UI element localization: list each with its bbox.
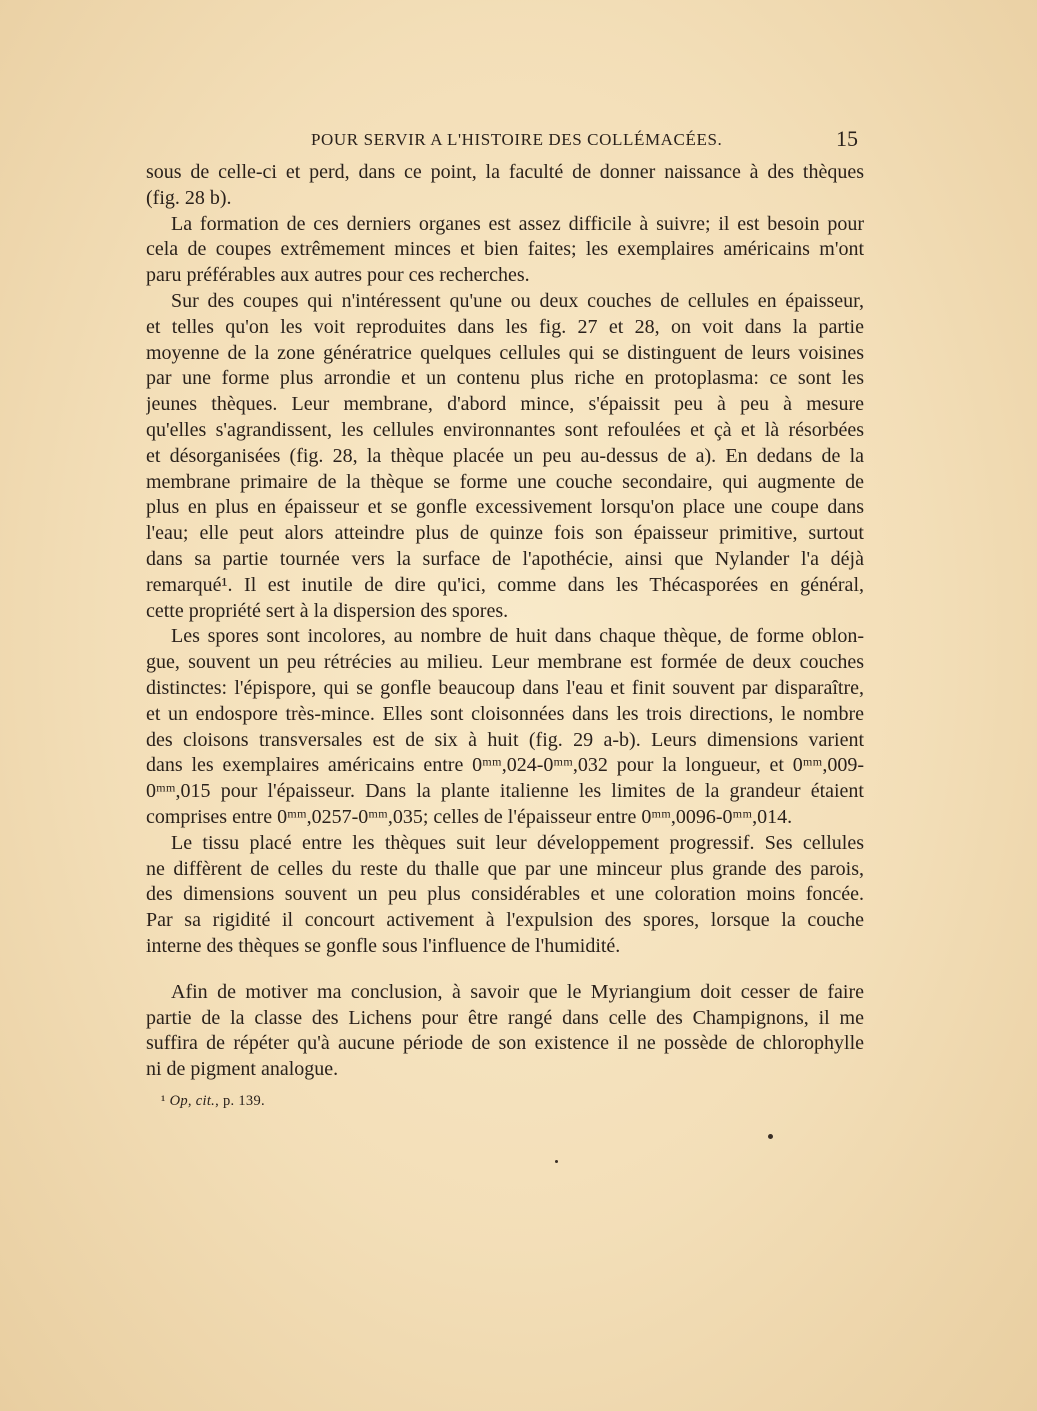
text-line: qu'elles s'agrandissent, les cellules environnantes sont refoulées et çà et là résorbées: [146, 418, 864, 441]
text-line: suffira de répéter qu'à aucune période de son existence il ne possède de chlorophylle: [146, 1032, 864, 1055]
text-line: ni de pigment analogue.: [146, 1058, 339, 1081]
text-line: et désorganisées (fig. 28, la thèque placée un peu au-dessus de a). En dedans de la: [146, 444, 864, 467]
text-line: Le tissu placé entre les thèques suit leur développement progressif. Ses cellules: [171, 831, 864, 854]
text-line: Afin de motiver ma conclusion, à savoir que le Myriangium doit cesser de faire: [171, 980, 864, 1003]
page-number: 15: [836, 126, 858, 151]
text-line: La formation de ces derniers organes est assez difficile à suivre; il est besoin pour: [171, 212, 864, 235]
text-line: des dimensions souvent un peu plus considérables et une coloration moins foncée.: [146, 883, 864, 906]
text-line: Les spores sont incolores, au nombre de huit dans chaque thèque, de forme oblon-: [171, 625, 864, 648]
text-line: moyenne de la zone génératrice quelques cellules qui se distinguent de leurs voisines: [146, 341, 864, 364]
text-line: jeunes thèques. Leur membrane, d'abord mince, s'épaissit peu à peu à mesure: [146, 393, 864, 416]
body-text: [146, 160, 864, 1111]
text-line: cela de coupes extrêmement minces et bien faites; les exemplaires américains m'ont: [146, 238, 864, 261]
ink-speck: [768, 1134, 773, 1139]
text-line: distinctes: l'épispore, qui se gonfle beaucoup dans l'eau et finit souvent par disparaître,: [146, 676, 864, 699]
text-line: Sur des coupes qui n'intéressent qu'une ou deux couches de cellules en épaisseur,: [171, 289, 864, 312]
ink-speck: [555, 1160, 558, 1163]
text-line: Par sa rigidité il concourt activement à l'expulsion des spores, lorsque la couche: [146, 909, 864, 932]
conclusion-paragraph: [146, 980, 864, 1083]
footnote-marker: ¹: [161, 1092, 166, 1109]
text-line: remarqué¹. Il est inutile de dire qu'ici, comme dans les Thécasporées en général,: [146, 573, 864, 596]
text-line: dans sa partie tournée vers la surface de l'apothécie, ainsi que Nylander l'a déjà: [146, 547, 864, 570]
text-line: interne des thèques se gonfle sous l'influence de l'humidité.: [146, 934, 621, 957]
text-line: gue, souvent un peu rétrécies au milieu. Leur membrane est formée de deux couches: [146, 651, 864, 674]
paragraphs: [146, 160, 864, 960]
text-line: et un endospore très-mince. Elles sont cloisonnées dans les trois directions, le nombre: [146, 702, 864, 725]
text-line: (fig. 28 b).: [146, 186, 232, 209]
text-line: comprises entre 0ᵐᵐ,0257-0ᵐᵐ,035; celles de l'épaisseur entre 0ᵐᵐ,0096-0ᵐᵐ,014.: [146, 805, 793, 828]
text-line: sous de celle-ci et perd, dans ce point, la faculté de donner naissance à des thèques: [146, 161, 864, 183]
footnote: [146, 1091, 864, 1111]
text-line: des cloisons transversales est de six à huit (fig. 29 a-b). Leurs dimensions varient: [146, 728, 864, 751]
text-line: 0ᵐᵐ,015 pour l'épaisseur. Dans la plante italienne les limites de la grandeur étaient: [146, 780, 864, 803]
text-line: plus en plus en épaisseur et se gonfle excessivement lorsqu'on place une coupe dans: [146, 496, 864, 519]
text-line: cette propriété sert à la dispersion des spores.: [146, 599, 509, 622]
text-line: et telles qu'on les voit reproduites dans les fig. 27 et 28, on voit dans la partie: [146, 315, 864, 338]
text-line: membrane primaire de la thèque se forme une couche secondaire, qui augmente de: [146, 470, 864, 493]
text-line: ne diffèrent de celles du reste du thalle que par une minceur plus grande des parois,: [146, 857, 864, 880]
text-line: dans les exemplaires américains entre 0ᵐᵐ,024-0ᵐᵐ,032 pour la longueur, et 0ᵐᵐ,009-: [146, 754, 864, 777]
text-line: par une forme plus arrondie et un contenu plus riche en protoplasma: ce sont les: [146, 367, 864, 390]
running-title: POUR SERVIR A L'HISTOIRE DES COLLÉMACÉES.: [311, 130, 723, 149]
text-line: l'eau; elle peut alors atteindre plus de quinze fois son épaisseur primitive, surtout: [146, 522, 864, 545]
footnote-page-ref: , p. 139.: [215, 1092, 265, 1109]
text-line: partie de la classe des Lichens pour être rangé dans celle des Champignons, il me: [146, 1006, 864, 1029]
section-gap: [146, 960, 864, 980]
running-head: [146, 128, 858, 158]
footnote-citation: Op, cit.: [169, 1092, 216, 1109]
text-line: paru préférables aux autres pour ces recherches.: [146, 264, 530, 287]
